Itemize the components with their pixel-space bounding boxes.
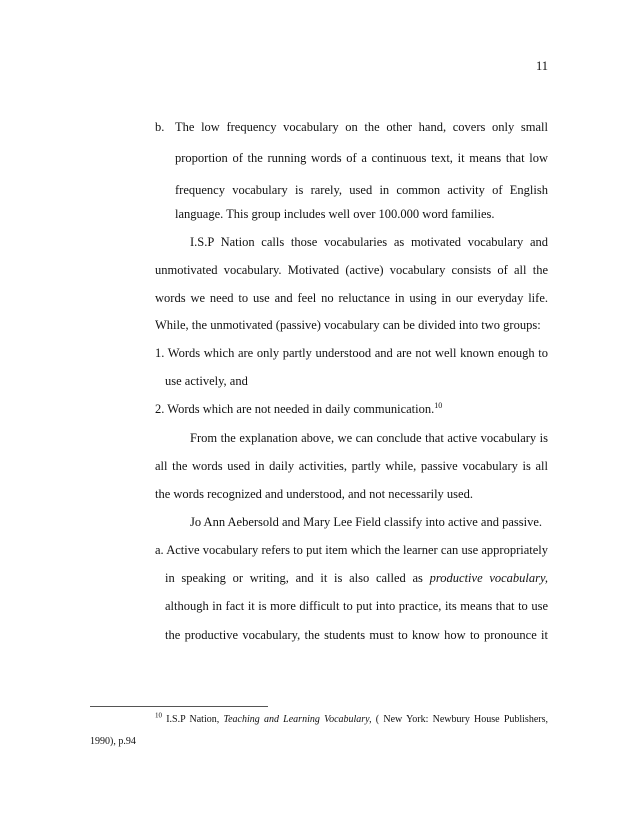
footnote-title: Teaching and Learning Vocabulary, — [223, 714, 372, 725]
para-nation-line-4: While, the unmotivated (passive) vocabulary can be divided into two groups: — [155, 318, 541, 332]
para-conclusion-line-2: all the words used in daily activities, partly while, passive vocabulary is all — [155, 459, 548, 473]
footnote-number: 10 — [155, 711, 162, 720]
footnote-separator — [90, 706, 268, 707]
footnote-line-1 — [155, 713, 548, 726]
para-conclusion-line-3: the words recognized and understood, and not necessarily used. — [155, 487, 473, 501]
footnote-publisher: ( New York: Newbury House Publishers, — [371, 714, 548, 725]
para-a-line-2-text: in speaking or writing, and it is also called as — [165, 571, 430, 585]
list-item-1-line-1: 1. Words which are only partly understood and are not well known enough to — [155, 346, 548, 360]
para-b-line-4: language. This group includes well over 100.000 word families. — [175, 207, 495, 221]
para-nation-line-2: unmotivated vocabulary. Motivated (active) vocabulary consists of all the — [155, 263, 548, 277]
footnote-author: I.S.P Nation, — [162, 714, 224, 725]
para-nation-line-3: words we need to use and feel no reluctance in using in our everyday life. — [155, 291, 548, 305]
list-marker-b: b. — [155, 120, 165, 134]
para-a-line-2-term: productive vocabulary, — [429, 571, 548, 585]
para-nation-line-1: I.S.P Nation calls those vocabularies as motivated vocabulary and — [190, 235, 548, 249]
para-conclusion-line-1: From the explanation above, we can conclude that active vocabulary is — [190, 431, 548, 445]
para-b-line-2: proportion of the running words of a continuous text, it means that low — [175, 151, 548, 165]
page-number: 11 — [535, 59, 548, 73]
para-jo-line-1: Jo Ann Aebersold and Mary Lee Field classify into active and passive. — [190, 515, 543, 529]
para-a-line-4: the productive vocabulary, the students must to know how to pronounce it — [165, 628, 548, 642]
para-a-line-2 — [165, 570, 548, 586]
list-item-2-text: 2. Words which are not needed in daily communication. — [155, 402, 435, 416]
para-a-line-3: although in fact it is more difficult to put into practice, its means that to use — [165, 599, 548, 613]
para-b-line-3: frequency vocabulary is rarely, used in common activity of English — [175, 183, 548, 197]
para-a-line-1: a. Active vocabulary refers to put item which the learner can use appropriately — [155, 543, 548, 557]
list-item-1-line-2: use actively, and — [165, 374, 248, 388]
footnote-line-2: 1990), p.94 — [90, 736, 136, 747]
footnote-reference: 10 — [434, 400, 443, 410]
list-item-2 — [155, 401, 442, 417]
para-b-line-1: The low frequency vocabulary on the other hand, covers only small — [175, 120, 548, 134]
